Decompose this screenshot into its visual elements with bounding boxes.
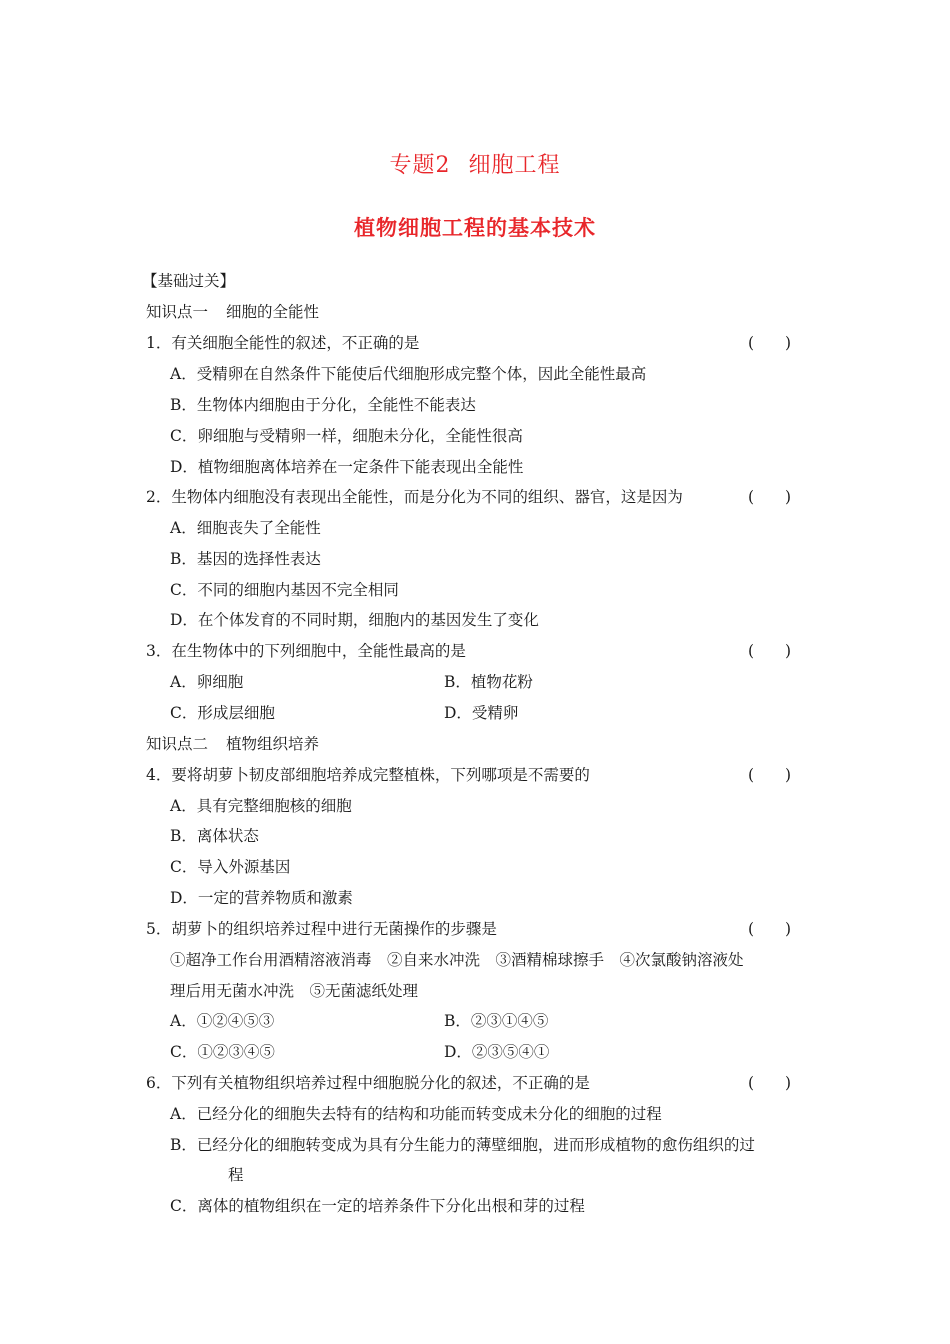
q1-option-c: C．卵细胞与受精卵一样，细胞未分化，全能性很高 [170,427,523,445]
knowledge-point-2: 知识点二 植物组织培养 [146,735,320,753]
section-heading: 【基础过关】 [142,272,236,290]
q4-option-a: A．具有完整细胞核的细胞 [170,797,352,815]
answer-blank-6: ( ) [748,1074,792,1092]
q3-option-c: C．形成层细胞 [170,704,275,722]
question-4-stem: 4．要将胡萝卜韧皮部细胞培养成完整植株，下列哪项是不需要的 [146,766,590,784]
q3-option-a: A．卵细胞 [170,673,244,691]
q2-option-d: D．在个体发育的不同时期，细胞内的基因发生了变化 [170,611,539,629]
q3-option-d: D．受精卵 [444,704,519,722]
q4-option-c: C．导入外源基因 [170,858,291,876]
topic-name: 细胞工程 [468,153,561,178]
answer-blank-5: ( ) [748,920,792,938]
q6-option-b-continuation: 程 [228,1166,244,1184]
answer-blank-1: ( ) [748,334,792,352]
knowledge-point-1: 知识点一 细胞的全能性 [146,303,320,321]
q2-option-c: C．不同的细胞内基因不完全相同 [170,581,399,599]
q5-option-a: A．①②④⑤③ [170,1012,275,1030]
q6-option-c: C．离体的植物组织在一定的培养条件下分化出根和芽的过程 [170,1197,585,1215]
q5-steps-line-2: 理后用无菌水冲洗 ⑤无菌滤纸处理 [170,982,419,1000]
answer-blank-2: ( ) [748,488,792,506]
q6-option-b: B．已经分化的细胞转变成为具有分生能力的薄壁细胞，进而形成植物的愈伤组织的过 [170,1136,755,1154]
question-1-stem: 1．有关细胞全能性的叙述，不正确的是 [146,334,420,352]
q5-option-d: D．②③⑤④① [444,1043,550,1061]
q5-option-c: C．①②③④⑤ [170,1043,275,1061]
q3-option-b: B．植物花粉 [444,673,533,691]
q5-steps-line-1: ①超净工作台用酒精溶液消毒 ②自来水冲洗 ③酒精棉球擦手 ④次氯酸钠溶液处 [170,951,744,969]
q1-option-b: B．生物体内细胞由于分化，全能性不能表达 [170,396,476,414]
q1-option-a: A．受精卵在自然条件下能使后代细胞形成完整个体，因此全能性最高 [170,365,647,383]
question-3-stem: 3．在生物体中的下列细胞中，全能性最高的是 [146,642,466,660]
topic-prefix: 专题2 [389,153,451,178]
q1-option-d: D．植物细胞离体培养在一定条件下能表现出全能性 [170,458,524,476]
q2-option-b: B．基因的选择性表达 [170,550,321,568]
topic-title [0,148,950,179]
answer-blank-4: ( ) [748,766,792,784]
question-2-stem: 2．生物体内细胞没有表现出全能性，而是分化为不同的组织、器官，这是因为 [146,488,683,506]
q5-option-b: B．②③①④⑤ [444,1012,549,1030]
question-6-stem: 6．下列有关植物组织培养过程中细胞脱分化的叙述，不正确的是 [146,1074,590,1092]
lesson-title: 植物细胞工程的基本技术 [354,215,596,240]
q6-option-a: A．已经分化的细胞失去特有的结构和功能而转变成未分化的细胞的过程 [170,1105,662,1123]
q4-option-d: D．一定的营养物质和激素 [170,889,353,907]
answer-blank-3: ( ) [748,642,792,660]
q4-option-b: B．离体状态 [170,827,259,845]
question-5-stem: 5．胡萝卜的组织培养过程中进行无菌操作的步骤是 [146,920,497,938]
q2-option-a: A．细胞丧失了全能性 [170,519,321,537]
